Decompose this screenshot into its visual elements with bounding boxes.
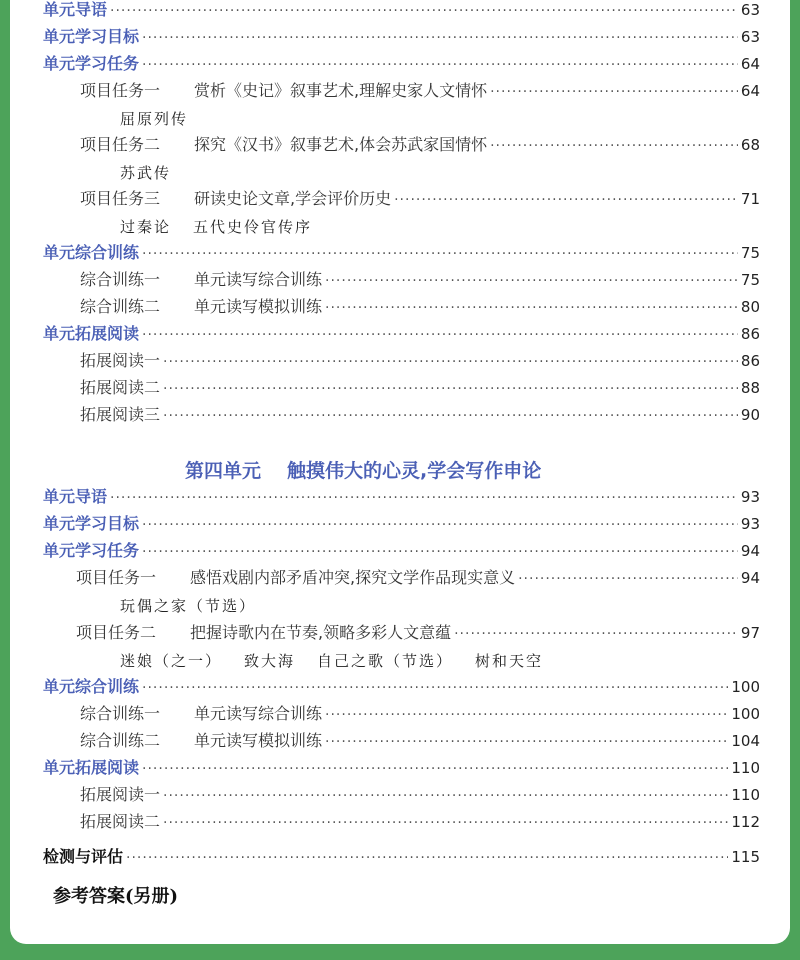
entry-title: 研读史论文章,学会评价历史 [194,189,392,208]
page-number: 68 [740,136,760,154]
page-number: 93 [740,515,760,533]
toc-entry-training-2[interactable] [80,293,760,320]
training-name: 综合训练二 [80,731,161,750]
entry-title: 拓展阅读一 [80,785,161,804]
toc-entry-answers[interactable]: 参考答案(另册) [53,886,179,907]
dot-leader [325,702,728,729]
toc-entry-assessment[interactable] [43,843,760,870]
page-number: 94 [740,569,760,587]
entry-title: 单元拓展阅读 [43,324,140,343]
entry-title: 单元综合训练 [43,677,140,696]
page-number: 110 [731,786,760,804]
page-number: 80 [740,298,760,316]
toc-entry-unit-training[interactable] [43,673,760,700]
text-title: 树和天空 [475,652,544,670]
entry-title: 单元学习目标 [43,514,140,533]
training-name: 综合训练二 [80,297,161,316]
dot-leader [142,322,738,349]
entry-title: 感悟戏剧内部矛盾冲突,探究文学作品现实意义 [190,568,516,587]
toc-entry-reading-1[interactable] [80,347,760,374]
text-title: 五代史伶官传序 [193,218,313,236]
dot-leader [163,349,738,376]
entry-title: 单元导语 [43,487,108,506]
unit-heading [185,456,541,483]
page-number: 75 [740,271,760,289]
text-list [120,650,565,671]
page-number: 94 [740,542,760,560]
page-number: 63 [740,1,760,19]
toc-entry-unit-tasks[interactable] [43,50,760,77]
entry-title: 拓展阅读二 [80,812,161,831]
dot-leader [142,52,738,79]
toc-entry-training-1[interactable] [80,266,760,293]
dot-leader [518,566,738,593]
entry-title: 单元拓展阅读 [43,758,140,777]
entry-title: 单元读写模拟训练 [194,297,323,316]
text-list [120,595,278,616]
toc-entry-reading-2[interactable] [80,808,760,835]
entry-title: 单元导语 [43,0,108,19]
toc-entry-unit-guide[interactable] [43,483,760,510]
toc-entry-task-2[interactable] [80,131,760,158]
task-name: 项目任务一 [76,568,157,587]
page-number: 86 [740,325,760,343]
task-name: 项目任务二 [76,623,157,642]
dot-leader [126,845,728,872]
entry-title: 拓展阅读三 [80,405,161,424]
dot-leader [142,675,728,702]
toc-entry-training-1[interactable] [80,700,760,727]
toc-entry-task-1[interactable] [76,564,760,591]
task-name: 项目任务三 [80,189,161,208]
text-title: 过秦论 [120,218,172,236]
page-number: 93 [740,488,760,506]
dot-leader [142,241,738,268]
toc-entry-task-2[interactable] [76,619,760,646]
page-number: 64 [740,55,760,73]
page-number: 88 [740,379,760,397]
dot-leader [490,133,738,160]
dot-leader [325,268,738,295]
toc-entry-task-3[interactable] [80,185,760,212]
entry-title: 单元综合训练 [43,243,140,262]
training-name: 综合训练一 [80,270,161,289]
toc-entry-unit-reading[interactable] [43,754,760,781]
dot-leader [110,485,738,512]
text-title: 自己之歌（节选） [317,652,454,670]
entry-title: 拓展阅读一 [80,351,161,370]
dot-leader [325,295,738,322]
dot-leader [142,25,738,52]
dot-leader [110,0,738,25]
training-name: 综合训练一 [80,704,161,723]
entry-title: 单元学习任务 [43,54,140,73]
entry-title: 单元学习目标 [43,27,140,46]
page-number: 71 [740,190,760,208]
text-title: 屈原列传 [120,110,189,128]
text-title: 迷娘（之一） [120,652,223,670]
entry-title: 单元读写综合训练 [194,270,323,289]
page-number: 100 [731,678,760,696]
dot-leader [163,783,728,810]
toc-entry-reading-1[interactable] [80,781,760,808]
task-name: 项目任务一 [80,81,161,100]
toc-card [10,0,790,944]
toc-entry-unit-goals[interactable] [43,23,760,50]
dot-leader [163,403,738,430]
entry-title: 单元读写模拟训练 [194,731,323,750]
toc-entry-unit-training[interactable] [43,239,760,266]
page-number: 100 [731,705,760,723]
page-number: 97 [740,624,760,642]
page-number: 75 [740,244,760,262]
text-title: 苏武传 [120,164,172,182]
entry-title: 单元读写综合训练 [194,704,323,723]
entry-title: 把握诗歌内在节奏,领略多彩人文意蕴 [190,623,452,642]
dot-leader [142,539,738,566]
page-number: 90 [740,406,760,424]
toc-entry-reading-2[interactable] [80,374,760,401]
unit-title: 触摸伟大的心灵,学会写作申论 [287,460,542,482]
entry-title: 拓展阅读二 [80,378,161,397]
dot-leader [325,729,728,756]
dot-leader [163,810,728,837]
dot-leader [142,756,728,783]
page-number: 115 [731,848,760,866]
entry-title: 单元学习任务 [43,541,140,560]
toc-entry-unit-guide[interactable] [43,0,760,23]
page-number: 63 [740,28,760,46]
toc-entry-unit-reading[interactable] [43,320,760,347]
dot-leader [163,376,738,403]
page-number: 104 [731,732,760,750]
text-list [120,162,193,183]
text-title: 玩偶之家（节选） [120,597,257,615]
text-list [120,108,210,129]
task-name: 项目任务二 [80,135,161,154]
page-number: 110 [731,759,760,777]
toc-entry-unit-tasks[interactable] [43,537,760,564]
toc-entry-reading-3[interactable] [80,401,760,428]
dot-leader [490,79,738,106]
toc-entry-training-2[interactable] [80,727,760,754]
toc-entry-unit-goals[interactable] [43,510,760,537]
page-number: 112 [731,813,760,831]
text-title: 致大海 [244,652,296,670]
dot-leader [454,621,738,648]
page-number: 64 [740,82,760,100]
page-number: 86 [740,352,760,370]
text-list [120,216,334,237]
dot-leader [142,512,738,539]
entry-title: 检测与评估 [43,847,124,866]
dot-leader [394,187,738,214]
entry-title: 探究《汉书》叙事艺术,体会苏武家国情怀 [194,135,488,154]
unit-number: 第四单元 [185,460,262,482]
toc-entry-task-1[interactable] [80,77,760,104]
entry-title: 赏析《史记》叙事艺术,理解史家人文情怀 [194,81,488,100]
